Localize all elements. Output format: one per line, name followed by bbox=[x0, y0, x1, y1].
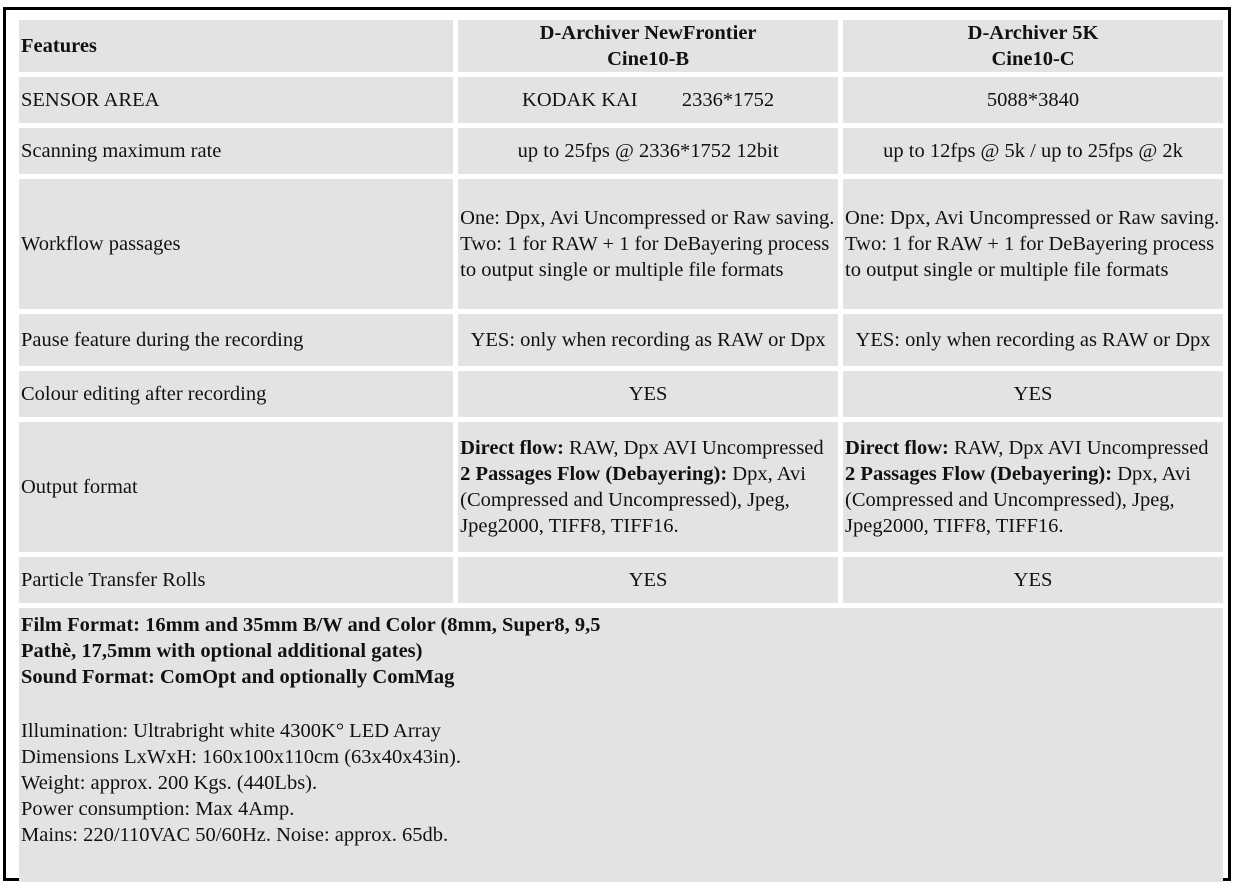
output-c-direct bbox=[845, 435, 1221, 461]
output-b-passages bbox=[460, 461, 836, 539]
pause-label: Pause feature during the recording bbox=[19, 314, 453, 366]
output-b-direct-label: Direct flow: bbox=[460, 437, 564, 459]
workflow-c-one: One: Dpx, Avi Uncompressed or Raw saving. bbox=[845, 207, 1220, 229]
workflow-b-two: Two: 1 for RAW + 1 for DeBayering process to output single or multiple file formats bbox=[460, 233, 830, 281]
particle-b: YES bbox=[458, 557, 838, 603]
table-row bbox=[19, 557, 1223, 603]
sensor-b-res: 2336*1752 bbox=[681, 89, 775, 111]
colour-b: YES bbox=[458, 371, 838, 417]
output-c bbox=[843, 422, 1223, 552]
sensor-b-type: KODAK KAI bbox=[522, 89, 638, 111]
workflow-b-one: One: Dpx, Avi Uncompressed or Raw saving. bbox=[460, 207, 835, 229]
output-c-passages-value: Dpx, Avi (Compressed and Uncompressed), Jpeg, Jpeg2000, TIFF8, TIFF16. bbox=[845, 463, 1191, 537]
particle-c: YES bbox=[843, 557, 1223, 603]
colour-c: YES bbox=[843, 371, 1223, 417]
output-label: Output format bbox=[19, 422, 453, 552]
workflow-c bbox=[843, 179, 1223, 309]
scanning-label: Scanning maximum rate bbox=[19, 128, 453, 174]
scanning-c: up to 12fps @ 5k / up to 25fps @ 2k bbox=[843, 128, 1223, 174]
workflow-c-two: Two: 1 for RAW + 1 for DeBayering process to output single or multiple file formats bbox=[845, 233, 1215, 281]
output-c-direct-label: Direct flow: bbox=[845, 437, 949, 459]
cine10c-model: Cine10-C bbox=[991, 48, 1075, 70]
spec-table bbox=[14, 15, 1228, 887]
cine10b-model: Cine10-B bbox=[607, 48, 690, 70]
output-b bbox=[458, 422, 838, 552]
particle-label: Particle Transfer Rolls bbox=[19, 557, 453, 603]
sensor-b bbox=[458, 77, 838, 123]
sensor-label: SENSOR AREA bbox=[19, 77, 453, 123]
film-format: Film Format: 16mm and 35mm B/W and Color (8mm, Super8, 9,5 Pathè, 17,5mm with optional additional gates) bbox=[21, 614, 601, 662]
output-b-direct-value: RAW, Dpx AVI Uncompressed bbox=[563, 437, 824, 459]
pause-b: YES: only when recording as RAW or Dpx bbox=[458, 314, 838, 366]
pause-c: YES: only when recording as RAW or Dpx bbox=[843, 314, 1223, 366]
features-header: Features bbox=[19, 20, 453, 72]
table-row bbox=[19, 371, 1223, 417]
colour-label: Colour editing after recording bbox=[19, 371, 453, 417]
footer-specs bbox=[19, 608, 1223, 882]
table-row bbox=[19, 422, 1223, 552]
workflow-b bbox=[458, 179, 838, 309]
cine10c-header bbox=[843, 20, 1223, 72]
dimensions: Dimensions LxWxH: 160x100x110cm (63x40x43in). bbox=[21, 746, 461, 768]
sensor-c: 5088*3840 bbox=[843, 77, 1223, 123]
cine10b-title: D-Archiver NewFrontier bbox=[539, 22, 757, 44]
output-c-passages bbox=[845, 461, 1221, 539]
table-row bbox=[19, 77, 1223, 123]
cine10c-title: D-Archiver 5K bbox=[967, 22, 1099, 44]
output-b-direct bbox=[460, 435, 836, 461]
header-row bbox=[19, 20, 1223, 72]
table-row bbox=[19, 314, 1223, 366]
spec-frame bbox=[3, 7, 1231, 881]
scanning-b: up to 25fps @ 2336*1752 12bit bbox=[458, 128, 838, 174]
weight: Weight: approx. 200 Kgs. (440Lbs). bbox=[21, 772, 318, 794]
output-c-direct-value: RAW, Dpx AVI Uncompressed bbox=[948, 437, 1209, 459]
power-consumption: Power consumption: Max 4Amp. bbox=[21, 798, 295, 820]
table-row bbox=[19, 179, 1223, 309]
workflow-label: Workflow passages bbox=[19, 179, 453, 309]
spacer bbox=[21, 690, 1221, 718]
illumination: Illumination: Ultrabright white 4300K° LED Array bbox=[21, 720, 441, 742]
mains: Mains: 220/110VAC 50/60Hz. Noise: approx. 65db. bbox=[21, 824, 449, 846]
table-row bbox=[19, 128, 1223, 174]
output-c-passages-label: 2 Passages Flow (Debayering): bbox=[845, 463, 1113, 485]
footer-row bbox=[19, 608, 1223, 882]
output-b-passages-label: 2 Passages Flow (Debayering): bbox=[460, 463, 728, 485]
cine10b-header bbox=[458, 20, 838, 72]
sound-format: Sound Format: ComOpt and optionally ComMag bbox=[21, 666, 455, 688]
output-b-passages-value: Dpx, Avi (Compressed and Uncompressed), Jpeg, Jpeg2000, TIFF8, TIFF16. bbox=[460, 463, 806, 537]
